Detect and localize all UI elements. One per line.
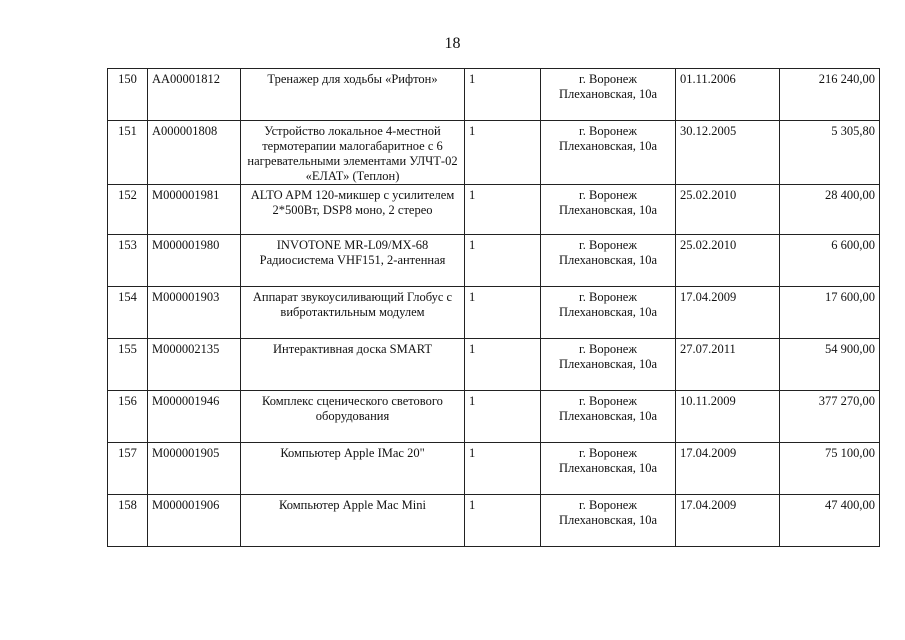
acquisition-date: 25.02.2010 (676, 185, 780, 235)
quantity: 1 (465, 121, 541, 185)
cost: 54 900,00 (780, 339, 880, 391)
location-street: Плехановская, 10а (558, 253, 658, 267)
location (541, 69, 676, 121)
item-name: INVOTONE MR-L09/MX-68 Радиосистема VHF151, 2-антенная (241, 235, 465, 287)
cost: 17 600,00 (780, 287, 880, 339)
row-number: 151 (108, 121, 148, 185)
cost: 216 240,00 (780, 69, 880, 121)
table-row (108, 185, 880, 235)
location (541, 391, 676, 443)
cost: 47 400,00 (780, 495, 880, 547)
item-name: ALTO APM 120-микшер с усилителем 2*500Вт, DSP8 моно, 2 стерео (241, 185, 465, 235)
item-name: Тренажер для ходьбы «Рифтон» (241, 69, 465, 121)
item-name: Устройство локальное 4-местной термотерапии малогабаритное с 6 нагревательными элементами УЛЧТ-02 «ЕЛАТ» (Теплон) (241, 121, 465, 185)
item-name: Интерактивная доска SMART (241, 339, 465, 391)
table-row (108, 121, 880, 185)
item-name: Компьютер Apple IMac 20" (241, 443, 465, 495)
table-row (108, 495, 880, 547)
inventory-code: М000001906 (148, 495, 241, 547)
quantity: 1 (465, 185, 541, 235)
location-city: г. Воронеж (579, 446, 637, 460)
table-row (108, 287, 880, 339)
inventory-table (107, 68, 880, 547)
inventory-code: М000001981 (148, 185, 241, 235)
cost: 5 305,80 (780, 121, 880, 185)
location-city: г. Воронеж (579, 394, 637, 408)
cost: 28 400,00 (780, 185, 880, 235)
location-city: г. Воронеж (579, 342, 637, 356)
location (541, 443, 676, 495)
acquisition-date: 30.12.2005 (676, 121, 780, 185)
page-number: 18 (444, 35, 461, 52)
quantity: 1 (465, 495, 541, 547)
quantity: 1 (465, 235, 541, 287)
inventory-code: М000002135 (148, 339, 241, 391)
row-number: 154 (108, 287, 148, 339)
location-city: г. Воронеж (579, 188, 637, 202)
cost: 6 600,00 (780, 235, 880, 287)
inventory-code: М000001903 (148, 287, 241, 339)
table-row (108, 69, 880, 121)
quantity: 1 (465, 391, 541, 443)
row-number: 153 (108, 235, 148, 287)
location-city: г. Воронеж (579, 124, 637, 138)
cost: 377 270,00 (780, 391, 880, 443)
row-number: 157 (108, 443, 148, 495)
location (541, 121, 676, 185)
acquisition-date: 17.04.2009 (676, 495, 780, 547)
inventory-code: М000001980 (148, 235, 241, 287)
location (541, 287, 676, 339)
quantity: 1 (465, 339, 541, 391)
quantity: 1 (465, 287, 541, 339)
location (541, 495, 676, 547)
quantity: 1 (465, 443, 541, 495)
location-street: Плехановская, 10а (558, 139, 658, 153)
location-city: г. Воронеж (579, 238, 637, 252)
row-number: 158 (108, 495, 148, 547)
row-number: 150 (108, 69, 148, 121)
inventory-code: М000001946 (148, 391, 241, 443)
location-street: Плехановская, 10а (558, 87, 658, 101)
acquisition-date: 25.02.2010 (676, 235, 780, 287)
table-row (108, 391, 880, 443)
item-name: Компьютер Apple Mac Mini (241, 495, 465, 547)
inventory-code: М000001905 (148, 443, 241, 495)
location-street: Плехановская, 10а (558, 203, 658, 217)
location-city: г. Воронеж (579, 72, 637, 86)
location-city: г. Воронеж (579, 290, 637, 304)
location-street: Плехановская, 10а (558, 409, 658, 423)
table-row (108, 443, 880, 495)
table-row (108, 339, 880, 391)
location (541, 339, 676, 391)
row-number: 152 (108, 185, 148, 235)
table-row (108, 235, 880, 287)
acquisition-date: 17.04.2009 (676, 443, 780, 495)
location-city: г. Воронеж (579, 498, 637, 512)
item-name: Комплекс сценического светового оборудования (241, 391, 465, 443)
acquisition-date: 27.07.2011 (676, 339, 780, 391)
acquisition-date: 01.11.2006 (676, 69, 780, 121)
location-street: Плехановская, 10а (558, 513, 658, 527)
row-number: 155 (108, 339, 148, 391)
location-street: Плехановская, 10а (558, 461, 658, 475)
acquisition-date: 17.04.2009 (676, 287, 780, 339)
item-name: Аппарат звукоусиливающий Глобус с вибротактильным модулем (241, 287, 465, 339)
inventory-code: А000001808 (148, 121, 241, 185)
acquisition-date: 10.11.2009 (676, 391, 780, 443)
location-street: Плехановская, 10а (558, 305, 658, 319)
row-number: 156 (108, 391, 148, 443)
quantity: 1 (465, 69, 541, 121)
location (541, 235, 676, 287)
inventory-code: АА00001812 (148, 69, 241, 121)
location-street: Плехановская, 10а (558, 357, 658, 371)
cost: 75 100,00 (780, 443, 880, 495)
location (541, 185, 676, 235)
